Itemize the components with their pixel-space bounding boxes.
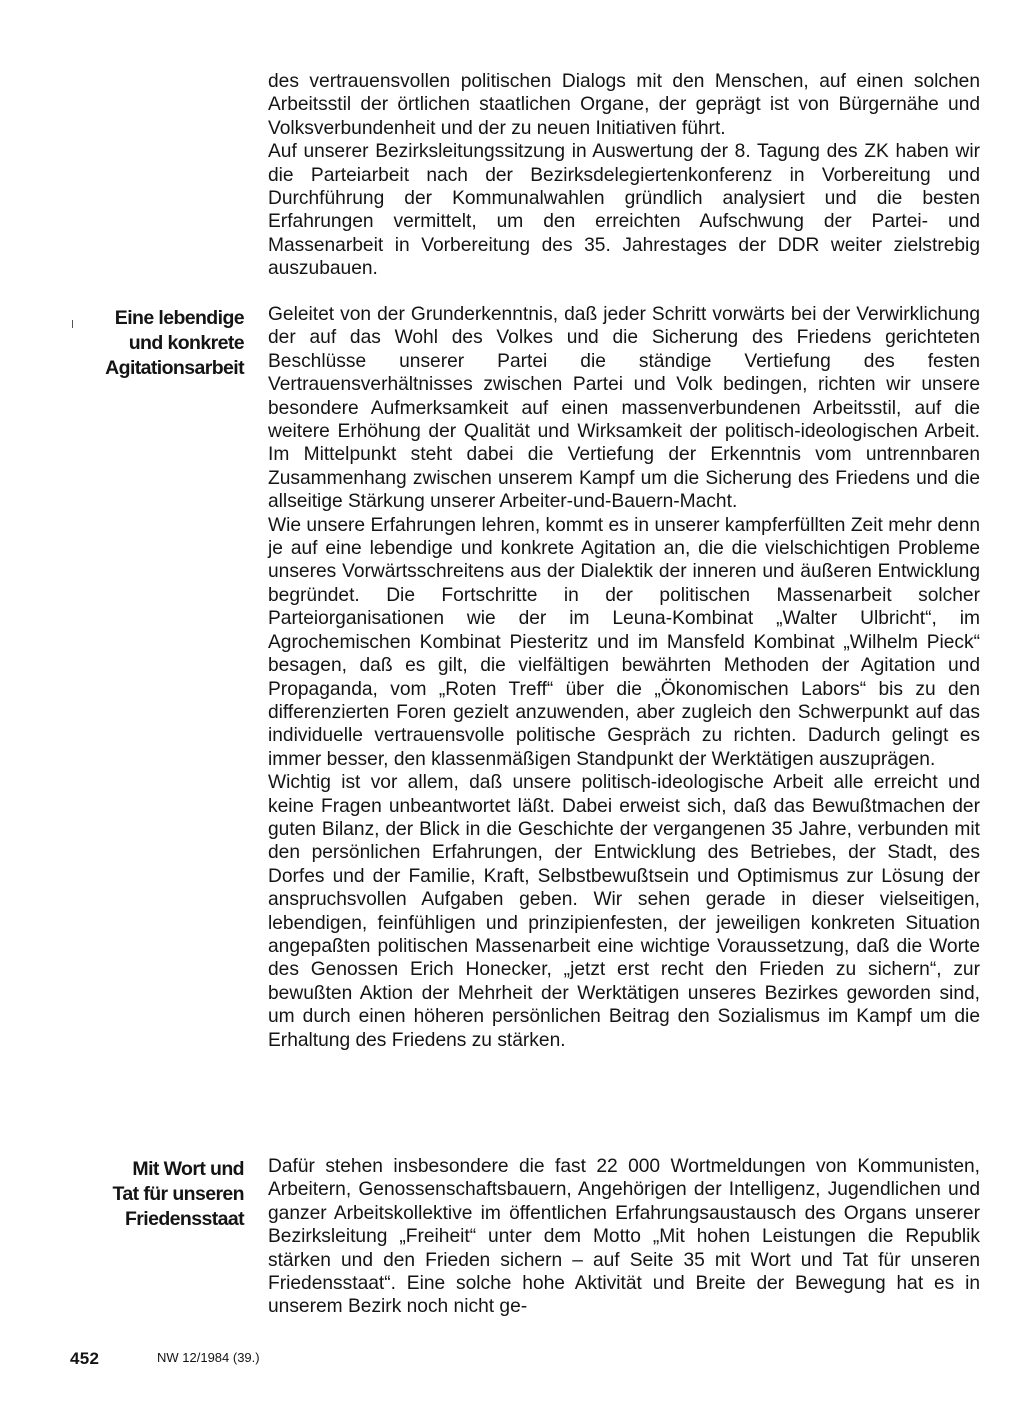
section1-paragraph-3: Wichtig ist vor allem, daß unsere politisch-ideologische Arbeit alle erreicht und keine Fragen unbeantwortet läßt. Dabei erweist sich, daß das Bewußtmachen der guten Bilanz, der Blick in die Geschichte der vergangenen 35 Jahre, verbunden mit den persönlichen Erfahrungen, der Entwicklung des Betriebes, der Stadt, des Dorfes und der Familie, Kraft, Selbstbewußtsein und Optimismus zur Lösung der anspruchsvollen Aufgaben geben. Wir sehen gerade in dieser vielseitigen, lebendigen, feinfühligen und prinzipienfesten, der jeweiligen konkreten Situation angepaßten politischen Massenarbeit eine wichtige Voraussetzung, daß die Worte des Genossen Erich Honecker, „jetzt erst recht den Frieden zu sichern“, zur bewußten Aktion der Mehrheit der Werktätigen unseres Bezirkes geworden sind, um durch einen höheren persönlichen Beitrag den Sozialismus im Kampf um die Erhaltung des Friedens zu stärken. (268, 772, 980, 1051)
heading-line: Friedensstaat (125, 1208, 244, 1230)
intro-text-block (268, 70, 980, 281)
section2-paragraph-1: Dafür stehen insbesondere die fast 22 000 Wortmeldungen von Kommunisten, Arbeitern, Genossenschaftsbauern, Angehörigen der Intelligenz, Jugendlichen und ganzer Arbeitskollektive im öffentlichen Erfahrungsaustausch des Organs unserer Bezirksleitung „Freiheit“ unter dem Motto „Mit hohen Leistungen die Republik stärken und den Frieden sichern – auf Seite 35 mit Wort und Tat für unseren Friedensstaat“. Eine solche hohe Aktivität und Breite der Bewegung hat es in unserem Bezirk noch nicht ge- (268, 1156, 980, 1318)
section1-paragraph-2: Wie unsere Erfahrungen lehren, kommt es in unserer kampferfüllten Zeit mehr denn je auf eine lebendige und konkrete Agitation an, die die vielschichtigen Probleme unseres Vorwärtsschreitens aus der Dialektik der inneren und äußeren Entwicklung begründet. Die Fortschritte in der politischen Massenarbeit solcher Parteiorganisationen wie der im Leuna-Kombinat „Walter Ulbricht“, im Agrochemischen Kombinat Piesteritz und im Mansfeld Kombinat „Wilhelm Pieck“ besagen, daß es gilt, die vielfältigen bewährten Methoden der Agitation und Propaganda, vom „Roten Treff“ über die „Ökonomischen Labors“ bis zu den differenzierten Foren gezielt anzuwenden, aber zugleich den Schwerpunkt auf das individuelle vertrauensvolle politische Gespräch zu richten. Dadurch gelingt es immer besser, den klassenmäßigen Standpunkt der Werktätigen auszuprägen. (268, 514, 980, 770)
section2-text-block (268, 1155, 980, 1319)
heading-line: Agitationsarbeit (105, 357, 244, 379)
section-heading-agitation (44, 306, 244, 381)
intro-paragraph-1: des vertrauensvollen politischen Dialogs mit den Menschen, auf einen solchen Arbeitsstil der örtlichen staatlichen Organe, der geprägt ist von Bürgernähe und Volksverbundenheit und der zu neuen Initiativen führt. (268, 71, 980, 139)
page-number: 452 (70, 1349, 100, 1368)
section1-paragraph-1: Geleitet von der Grunderkenntnis, daß jeder Schritt vorwärts bei der Verwirklichung der auf das Wohl des Volkes und die Sicherung des Friedens gerichteten Beschlüsse unserer Partei die ständige Vertiefung des festen Vertrauensverhältnisses zwischen Partei und Volk bedingen, richten wir unsere besondere Aufmerksamkeit auf einen massenverbundenen Arbeitsstil, auf die weitere Erhöhung der Qualität und Wirksamkeit der politisch-ideologischen Arbeit. Im Mittelpunkt steht dabei die Vertiefung der Erkenntnis vom untrennbaren Zusammenhang zwischen unserem Kampf um die Sicherung des Friedens und die allseitige Stärkung unserer Arbeiter-und-Bauern-Macht. (268, 304, 980, 513)
issue-reference: NW 12/1984 (39.) (157, 1350, 260, 1365)
section1-text-block (268, 303, 980, 1052)
heading-line: und konkrete (128, 332, 244, 354)
heading-line: Tat für unseren (112, 1183, 244, 1205)
intro-paragraph-2: Auf unserer Bezirksleitungssitzung in Auswertung der 8. Tagung des ZK haben wir die Parteiarbeit nach der Bezirksdelegiertenkonferenz in Vorbereitung und Durchführung der Kommunalwahlen gründlich analysiert und die besten Erfahrungen vermittelt, um den erreichten Aufschwung der Partei- und Massenarbeit in Vorbereitung des 35. Jahrestages der DDR weiter zielstrebig auszubauen. (268, 141, 980, 280)
section-heading-friedensstaat (44, 1157, 244, 1232)
heading-line: Eine lebendige (114, 307, 244, 329)
heading-line: Mit Wort und (132, 1158, 244, 1180)
